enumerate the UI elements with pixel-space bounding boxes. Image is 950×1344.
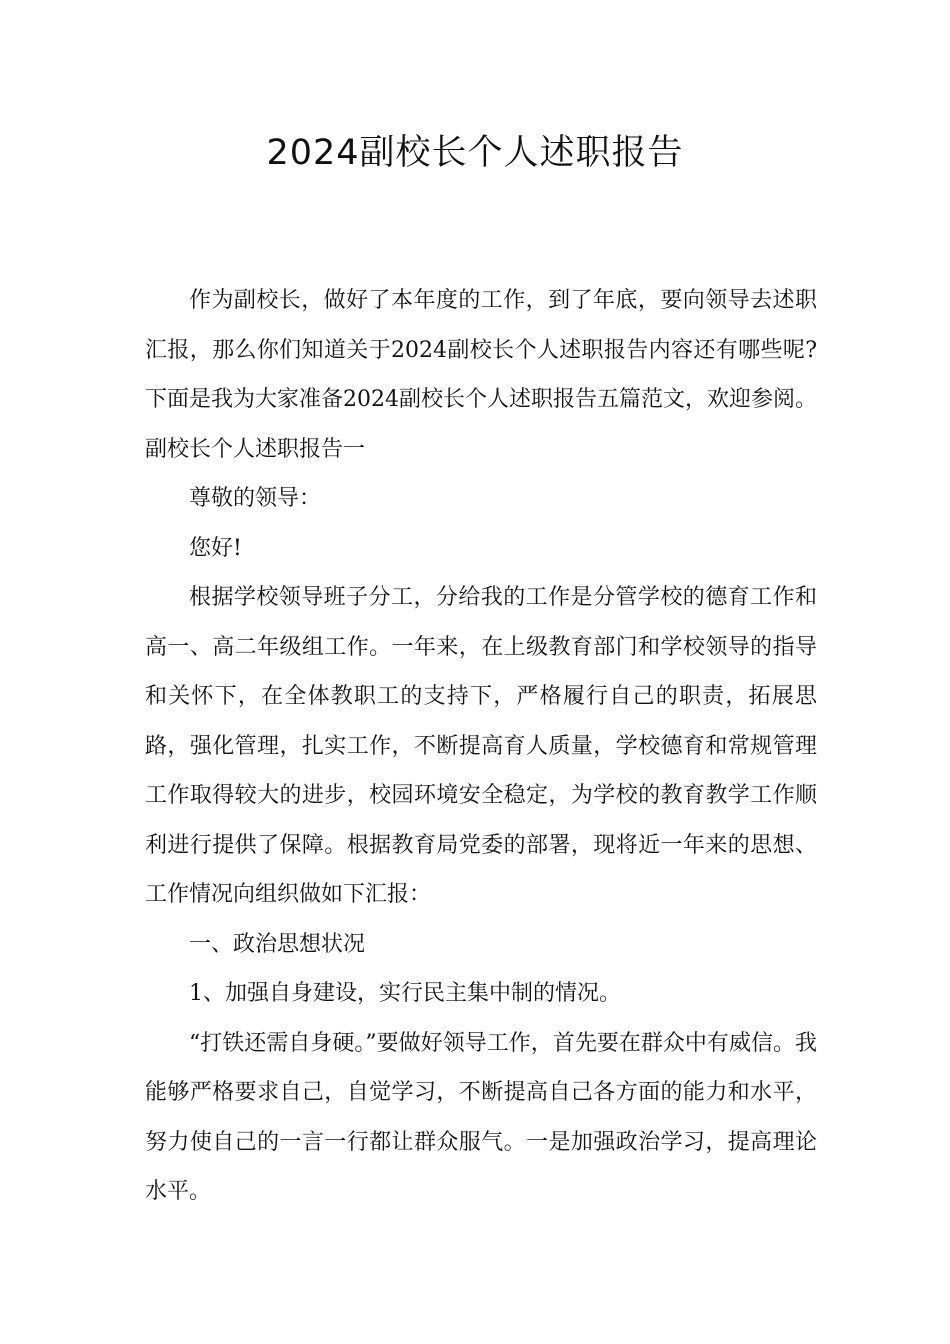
document-title: 2024副校长个人述职报告 [266, 133, 684, 173]
section-heading: 一、政治思想状况 [189, 931, 366, 957]
self-building-paragraph: “打铁还需自身硬。”要做好领导工作，首先要在群众中有威信。我能够严格要求自己，自觉学习，不断提高自己各方面的能力和水平，努力使自己的一言一行都让群众服气。一是加强政治学习，提高理论水平。 [145, 1030, 817, 1204]
salutation: 尊敬的领导： [189, 486, 322, 511]
greeting: 您好! [189, 535, 242, 561]
intro-paragraph: 作为副校长，做好了本年度的工作，到了年底，要向领导去述职汇报，那么你们知道关于2024副校长个人述职报告内容还有哪些呢?下面是我为大家准备2024副校长个人述职报告五篇范文，欢迎参阅。副校长个人述职报告一 [145, 288, 817, 462]
subsection-heading: 1、加强自身建设，实行民主集中制的情况。 [189, 981, 621, 1006]
work-summary-paragraph: 根据学校领导班子分工，分给我的工作是分管学校的德育工作和高一、高二年级组工作。一年来，在上级教育部门和学校领导的指导和关怀下，在全体教职工的支持下，严格履行自己的职责，拓展思路，强化管理，扎实工作，不断提高育人质量，学校德育和常规管理工作取得较大的进步，校园环境安全稳定，为学校的教育教学工作顺利进行提供了保障。根据教育局党委的部署，现将近一年来的思想、工作情况向组织做如下汇报： [145, 585, 817, 907]
document-body [145, 276, 817, 1217]
